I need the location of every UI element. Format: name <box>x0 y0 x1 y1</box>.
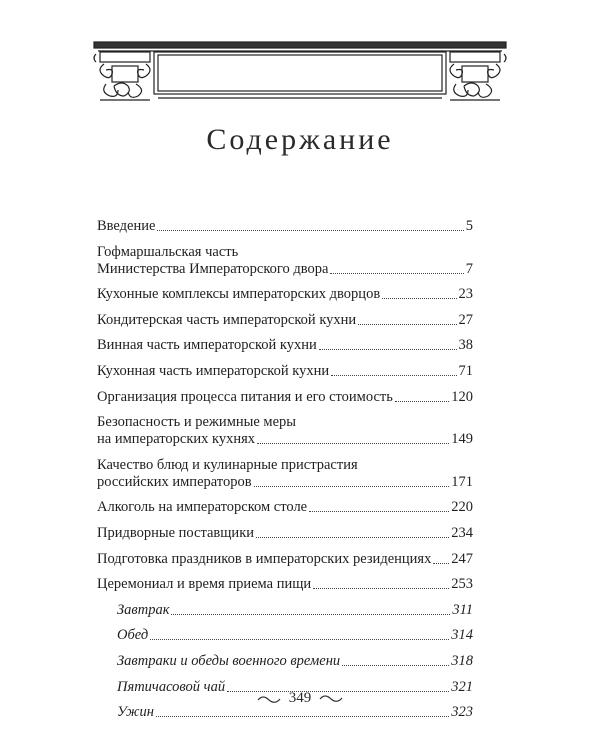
dot-leader <box>257 443 449 444</box>
toc-page-number: 38 <box>458 337 473 354</box>
toc-page-number: 311 <box>452 601 473 618</box>
toc-entry-title: Ужин <box>117 704 154 721</box>
page-number <box>0 690 600 707</box>
toc-entry[interactable] <box>97 363 473 380</box>
toc-page-number: 71 <box>458 362 473 379</box>
dot-leader <box>313 588 449 589</box>
toc-entry-title: Введение <box>97 218 156 234</box>
toc-entry-title: Завтрак <box>117 601 170 618</box>
table-of-contents <box>97 218 473 730</box>
dot-leader <box>382 298 456 299</box>
toc-entry-title: Винная часть императорской кухни <box>97 337 317 354</box>
toc-entry-title: Кухонная часть императорской кухни <box>97 362 330 379</box>
toc-entry-title: Организация процесса питания и его стоимость <box>97 388 393 405</box>
dot-leader <box>150 639 449 640</box>
toc-page-number: 220 <box>451 499 473 516</box>
toc-entry-title: Придворные поставщики <box>97 524 255 541</box>
toc-entry-title: Министерства Императорского двора <box>97 260 329 277</box>
toc-page-number: 23 <box>458 286 473 303</box>
toc-page-number: 247 <box>451 550 473 567</box>
toc-page-number: 253 <box>451 576 473 593</box>
toc-subentry[interactable] <box>117 627 473 644</box>
dot-leader <box>395 401 449 402</box>
toc-entry[interactable] <box>97 499 473 516</box>
toc-page-number: 234 <box>451 524 473 541</box>
toc-entry-title: Обед <box>117 627 149 644</box>
toc-entry-title-line: Качество блюд и кулинарные пристрастия <box>97 456 358 473</box>
toc-entry[interactable] <box>97 286 473 303</box>
toc-entry-title: Завтраки и обеды военного времени <box>117 652 341 669</box>
page-title: Содержание <box>206 123 394 156</box>
toc-entry-title: Пятичасовой чай <box>117 678 226 695</box>
toc-page-number: 27 <box>458 311 473 328</box>
toc-entry[interactable] <box>97 244 473 278</box>
dot-leader <box>254 486 450 487</box>
dot-leader <box>256 537 449 538</box>
dot-leader <box>433 563 449 564</box>
toc-entry-title: Алкоголь на императорском столе <box>97 499 308 516</box>
toc-entry-title: Церемониал и время приема пищи <box>97 576 312 593</box>
page-number-text: 349 <box>288 690 312 706</box>
dot-leader <box>319 349 457 350</box>
toc-entry-title: Кондитерская часть императорской кухни <box>97 311 357 328</box>
toc-page-number: 321 <box>451 678 473 695</box>
header-ornament-frame <box>92 40 508 104</box>
toc-page-number: 5 <box>465 218 473 234</box>
dot-leader <box>156 716 449 717</box>
toc-entry[interactable] <box>97 337 473 354</box>
dot-leader <box>342 665 449 666</box>
toc-page-number: 323 <box>451 704 473 721</box>
toc-entry-title: Подготовка праздников в императорских резиденциях <box>97 550 432 567</box>
dot-leader <box>330 273 463 274</box>
toc-entry[interactable] <box>97 551 473 568</box>
dot-leader <box>331 375 456 376</box>
dot-leader <box>157 230 463 231</box>
toc-entry[interactable] <box>97 218 473 235</box>
toc-entry[interactable] <box>97 312 473 329</box>
toc-page-number: 120 <box>451 388 473 405</box>
left-swash-icon <box>257 695 281 703</box>
toc-entry[interactable] <box>97 525 473 542</box>
toc-page-number: 7 <box>465 260 473 277</box>
dot-leader <box>309 511 449 512</box>
toc-entry[interactable] <box>97 576 473 593</box>
toc-entry[interactable] <box>97 389 473 406</box>
toc-entry-title-line: Безопасность и режимные меры <box>97 414 297 431</box>
toc-entry[interactable] <box>97 457 473 491</box>
dot-leader <box>358 324 456 325</box>
dot-leader <box>171 614 450 615</box>
toc-entry-title: российских императоров <box>97 473 252 490</box>
toc-page-number: 314 <box>451 627 473 644</box>
toc-entry-title: на императорских кухнях <box>97 431 256 448</box>
toc-entry-title-line: Гофмаршальская часть <box>97 243 239 260</box>
right-swash-icon <box>319 695 343 703</box>
toc-page-number: 318 <box>451 652 473 669</box>
toc-entry[interactable] <box>97 414 473 448</box>
toc-page-number: 149 <box>451 431 473 448</box>
toc-entry-title: Кухонные комплексы императорских дворцов <box>97 286 381 303</box>
toc-page-number: 171 <box>451 473 473 490</box>
toc-subentry[interactable] <box>117 602 473 619</box>
toc-subentry[interactable] <box>117 653 473 670</box>
